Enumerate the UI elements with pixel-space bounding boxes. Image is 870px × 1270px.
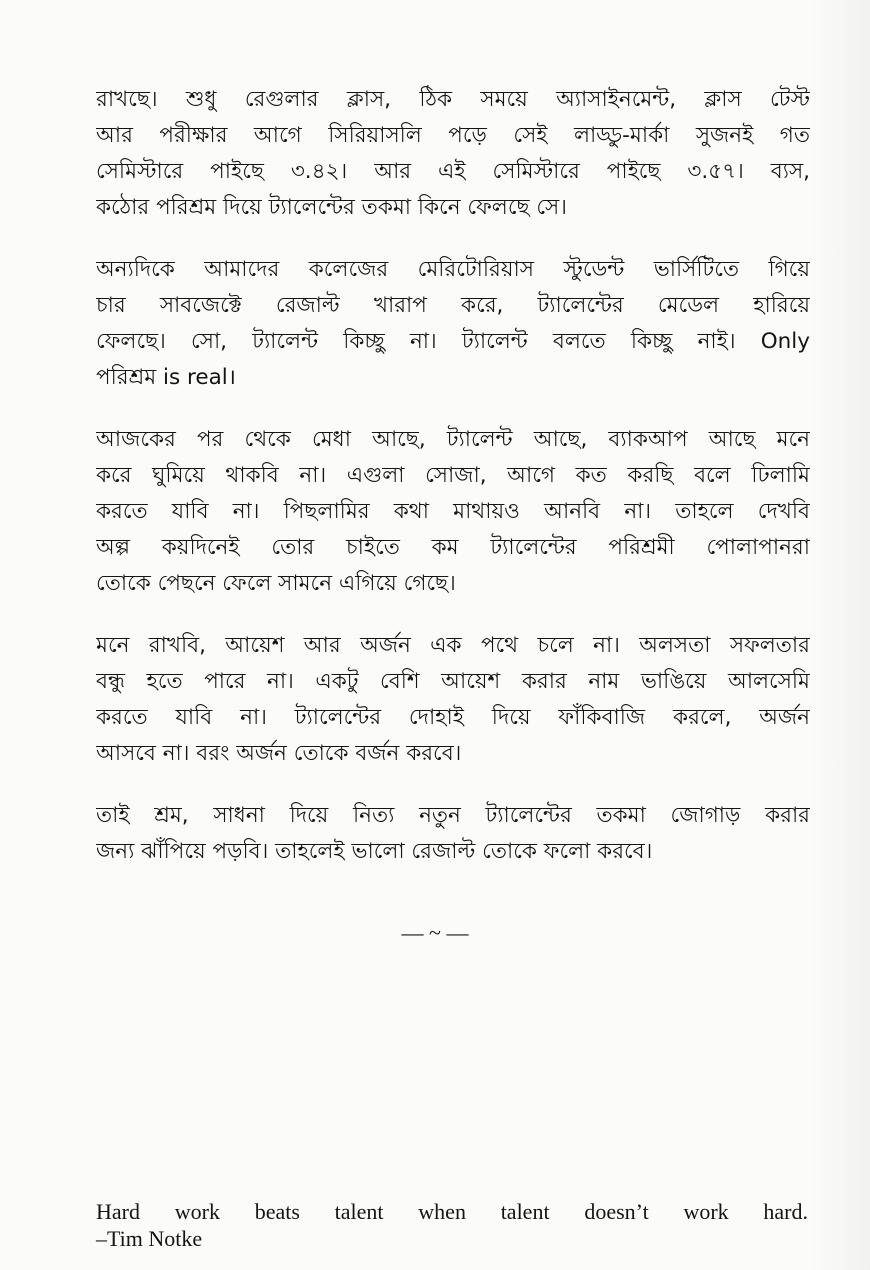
- text-line: তাই শ্রম, সাধনা দিয়ে নিত্য নতুন ট্যালেন্টের তকমা জোগাড় করার: [96, 803, 810, 828]
- footer-quote: [96, 1198, 808, 1252]
- text-line: মনে রাখবি, আয়েশ আর অর্জন এক পথে চলে না। অলসতা সফলতার: [96, 633, 810, 658]
- section-divider: — ~ —: [401, 920, 469, 945]
- text-line: আজকের পর থেকে মেধা আছে, ট্যালেন্ট আছে, ব্যাকআপ আছে মনে: [96, 427, 810, 452]
- text-line: পরিশ্রম is real।: [96, 365, 236, 390]
- text-line: ফেলছে। সো, ট্যালেন্ট কিচ্ছু না। ট্যালেন্ট বলতে কিচ্ছু নাই। Only: [96, 329, 810, 354]
- text-line: করতে যাবি না। পিছলামির কথা মাথায়ও আনবি না। তাহলে দেখবি: [96, 499, 810, 524]
- text-line: করতে যাবি না। ট্যালেন্টের দোহাই দিয়ে ফাঁকিবাজি করলে, অর্জন: [96, 705, 810, 730]
- text-line: অল্প কয়দিনেই তোর চাইতে কম ট্যালেন্টের পরিশ্রমী পোলাপানরা: [96, 535, 810, 560]
- text-line: রাখছে। শুধু রেগুলার ক্লাস, ঠিক সময়ে অ্যাসাইনমেন্ট, ক্লাস টেস্ট: [96, 87, 810, 112]
- paragraph-1: [96, 82, 810, 226]
- quote-text: Hard work beats talent when talent doesn’t work hard.: [96, 1199, 808, 1224]
- text-line: আর পরীক্ষার আগে সিরিয়াসলি পড়ে সেই লাড্ডু-মার্কা সুজনই গত: [96, 123, 810, 148]
- text-line: বন্ধু হতে পারে না। একটু বেশি আয়েশ করার নাম ভাঙিয়ে আলসেমি: [96, 669, 810, 694]
- text-line: চার সাবজেক্টে রেজাল্ট খারাপ করে, ট্যালেন্টের মেডেল হারিয়ে: [96, 293, 810, 318]
- paragraph-3: [96, 422, 810, 602]
- text-line: করে ঘুমিয়ে থাকবি না। এগুলা সোজা, আগে কত করছি বলে ঢিলামি: [96, 463, 810, 488]
- page-edge-shadow: [810, 0, 870, 1270]
- paragraph-5: [96, 798, 810, 870]
- text-line: তোকে পেছনে ফেলে সামনে এগিয়ে গেছে।: [96, 571, 456, 596]
- text-line: সেমিস্টারে পাইছে ৩.৪২। আর এই সেমিস্টারে পাইছে ৩.৫৭। ব্যস,: [96, 159, 810, 184]
- text-line: আসবে না। বরং অর্জন তোকে বর্জন করবে।: [96, 741, 462, 766]
- text-line: জন্য ঝাঁপিয়ে পড়বি। তাহলেই ভালো রেজাল্ট তোকে ফলো করবে।: [96, 839, 653, 864]
- quote-author: –Tim Notke: [96, 1226, 203, 1251]
- body-text: [96, 82, 810, 896]
- paragraph-2: [96, 252, 810, 396]
- text-line: কঠোর পরিশ্রম দিয়ে ট্যালেন্টের তকমা কিনে ফেলছে সে।: [96, 195, 567, 220]
- text-line: অন্যদিকে আমাদের কলেজের মেরিটোরিয়াস স্টুডেন্ট ভার্সিটিতে গিয়ে: [96, 257, 810, 282]
- paragraph-4: [96, 628, 810, 772]
